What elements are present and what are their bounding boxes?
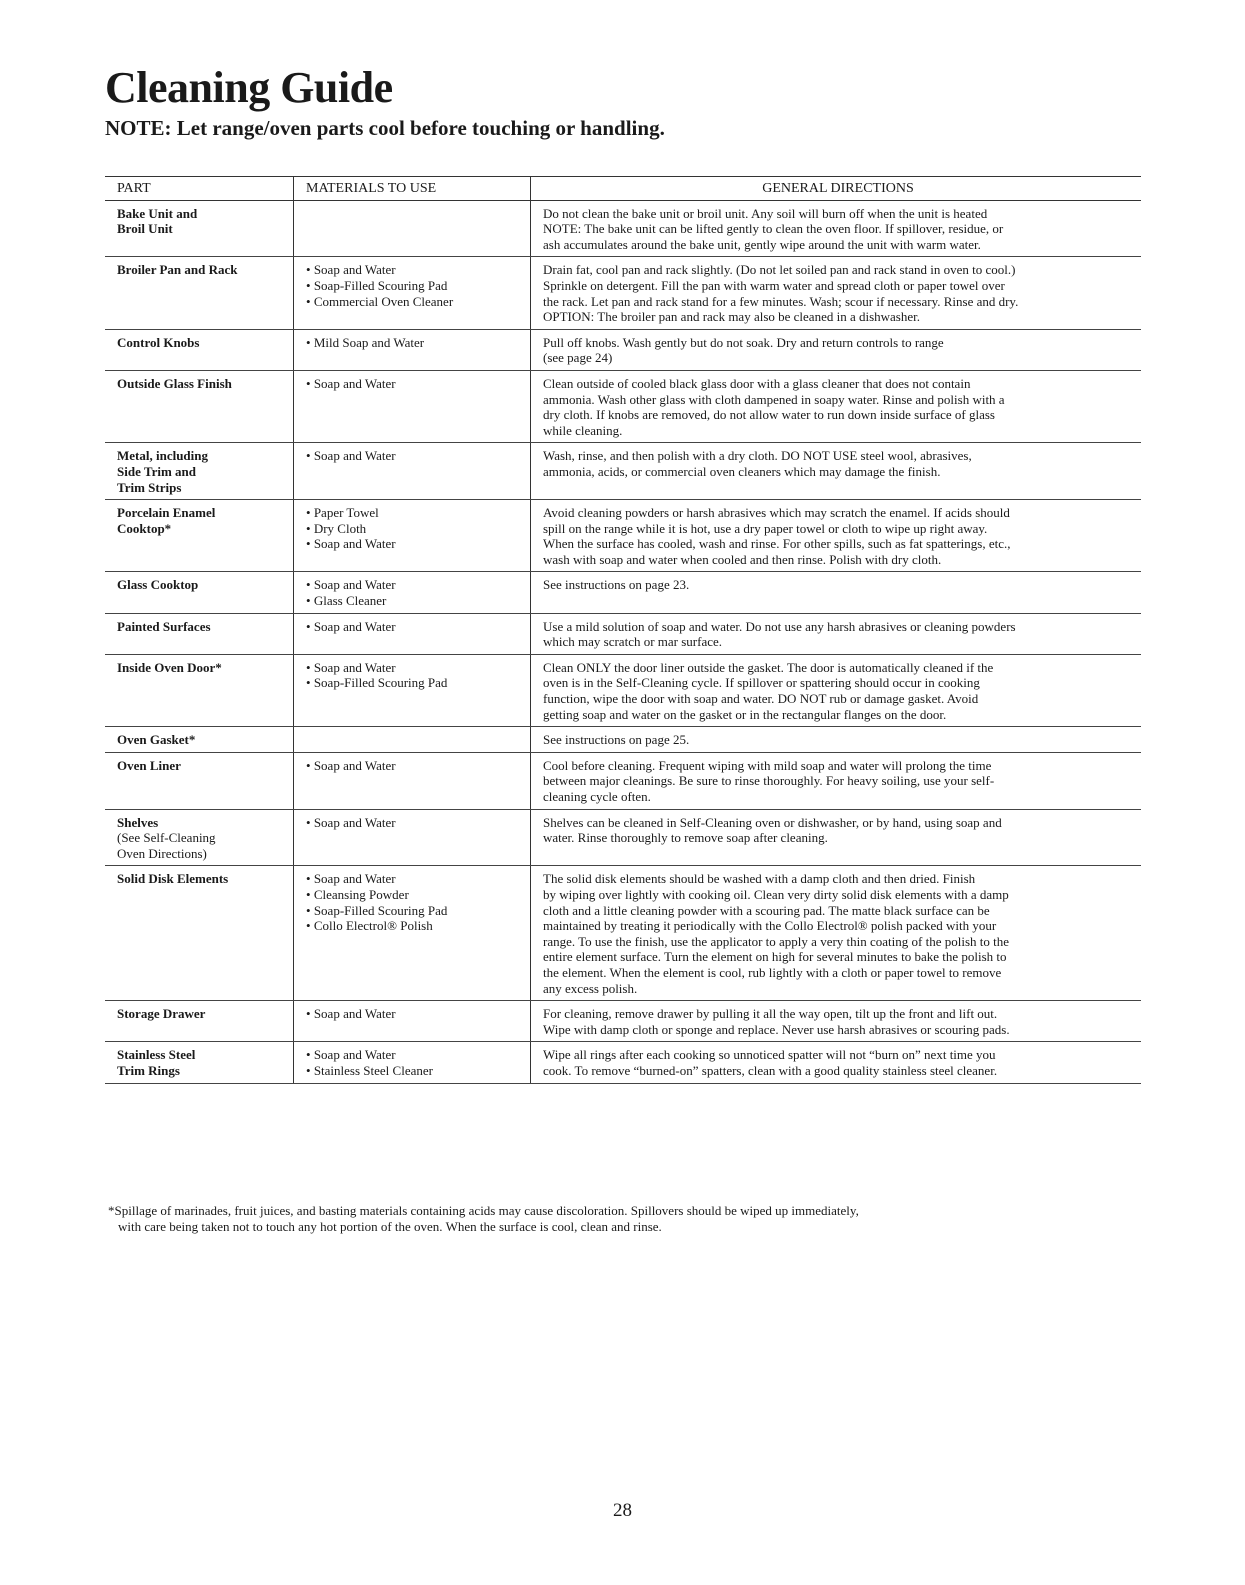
direction-line: NOTE: The bake unit can be lifted gently to clean the oven floor. If spillover, residue, or: [543, 221, 1004, 237]
part-cell: [105, 752, 294, 809]
material-item: • Soap-Filled Scouring Pad: [306, 675, 522, 691]
material-item: • Commercial Oven Cleaner: [306, 294, 522, 310]
material-item: • Soap-Filled Scouring Pad: [306, 278, 522, 294]
directions-cell: [531, 654, 1142, 726]
directions-cell: [531, 613, 1142, 654]
part-cell: [105, 257, 294, 329]
part-cell: [105, 443, 294, 500]
materials-list: [306, 577, 522, 608]
direction-line: For cleaning, remove drawer by pulling it all the way open, tilt up the front and lift out.: [543, 1006, 998, 1022]
directions-cell: [531, 257, 1142, 329]
direction-line: cook. To remove “burned-on” spatters, clean with a good quality stainless steel cleaner.: [543, 1062, 998, 1078]
table-row: [105, 257, 1141, 329]
direction-line: Wash, rinse, and then polish with a dry cloth. DO NOT USE steel wool, abrasives,: [543, 448, 972, 464]
direction-line: ash accumulates around the bake unit, gently wipe around the unit with warm water.: [543, 236, 981, 252]
part-name-line: Storage Drawer: [117, 1006, 206, 1022]
direction-line: range. To use the finish, use the applicator to apply a very thin coating of the polish to the: [543, 933, 1010, 949]
direction-line: cleaning cycle often.: [543, 789, 651, 804]
material-item: • Soap and Water: [306, 536, 522, 552]
direction-line: Wipe all rings after each cooking so unnoticed spatter will not “burn on” next time you: [543, 1047, 996, 1063]
material-item: • Soap and Water: [306, 577, 522, 593]
material-item: • Paper Towel: [306, 505, 522, 521]
direction-line: Drain fat, cool pan and rack slightly. (Do not let soiled pan and rack stand in oven to cool.): [543, 262, 1016, 278]
part-cell: [105, 329, 294, 370]
materials-cell: [294, 200, 531, 257]
materials-cell: [294, 866, 531, 1001]
direction-line: When the surface has cooled, wash and rinse. For other spills, such as fat spatterings, etc.,: [543, 536, 1011, 552]
direction-line: any excess polish.: [543, 980, 638, 996]
part-name-line: Porcelain Enamel: [117, 505, 216, 521]
table-row: [105, 370, 1141, 442]
materials-list: [306, 660, 522, 691]
part-note-line: (See Self-Cleaning: [117, 830, 216, 846]
material-item: • Soap and Water: [306, 1047, 522, 1063]
part-name-line: Metal, including: [117, 448, 209, 464]
materials-list: [306, 505, 522, 552]
table-header-row: [105, 177, 1141, 201]
table-row: [105, 727, 1141, 753]
part-note-line: Oven Directions): [117, 845, 207, 861]
direction-line: (see page 24): [543, 350, 613, 366]
materials-list: [306, 1006, 522, 1022]
part-name-line: Trim Rings: [117, 1062, 180, 1078]
directions-cell: [531, 329, 1142, 370]
column-header-part: PART: [105, 177, 294, 201]
page-title: Cleaning Guide: [105, 63, 393, 112]
materials-list: [306, 758, 522, 774]
directions-cell: [531, 1042, 1142, 1083]
directions-cell: [531, 727, 1142, 753]
materials-cell: [294, 1042, 531, 1083]
table-row: [105, 866, 1141, 1001]
materials-list: [306, 619, 522, 635]
part-cell: [105, 654, 294, 726]
part-cell: [105, 200, 294, 257]
part-name-line: Glass Cooktop: [117, 577, 199, 593]
direction-line: function, wipe the door with soap and water. DO NOT rub or damage gasket. Avoid: [543, 691, 979, 707]
direction-line: maintained by treating it periodically with the Collo Electrol® polish packed with your: [543, 918, 997, 934]
table-row: [105, 654, 1141, 726]
direction-line: cloth and a little cleaning powder with a scouring pad. The matte black surface can be: [543, 902, 990, 918]
directions-cell: [531, 752, 1142, 809]
part-cell: [105, 727, 294, 753]
direction-line: ammonia. Wash other glass with cloth dampened in soapy water. Rinse and polish with a: [543, 391, 1005, 407]
part-name-line: Side Trim and: [117, 463, 196, 479]
direction-line: wash with soap and water when cooled and then rinse. Polish with dry cloth.: [543, 551, 942, 567]
directions-cell: [531, 500, 1142, 572]
footnote-line: with care being taken not to touch any hot portion of the oven. When the surface is cool, clean and rinse.: [118, 1218, 662, 1234]
materials-cell: [294, 654, 531, 726]
part-name-line: Trim Strips: [117, 479, 182, 495]
page-number: 28: [613, 1500, 632, 1521]
materials-list: [306, 815, 522, 831]
directions-cell: [531, 443, 1142, 500]
direction-line: entire element surface. Turn the element on high for several minutes to bake the polish to: [543, 949, 1007, 965]
part-name-line: Oven Liner: [117, 757, 181, 773]
material-item: • Stainless Steel Cleaner: [306, 1063, 522, 1079]
part-name-line: Inside Oven Door*: [117, 659, 222, 675]
directions-cell: [531, 809, 1142, 866]
material-item: • Mild Soap and Water: [306, 335, 522, 351]
part-cell: [105, 1001, 294, 1042]
direction-line: spill on the range while it is hot, use a dry paper towel or cloth to wipe up right away.: [543, 520, 988, 536]
directions-cell: [531, 1001, 1142, 1042]
materials-cell: [294, 443, 531, 500]
materials-list: [306, 1047, 522, 1078]
part-name-line: Oven Gasket*: [117, 732, 196, 748]
direction-line: Do not clean the bake unit or broil unit. Any soil will burn off when the unit is heated: [543, 205, 988, 221]
part-name-line: Outside Glass Finish: [117, 375, 232, 391]
table-row: [105, 443, 1141, 500]
direction-line: oven is in the Self-Cleaning cycle. If spillover or spattering should occur in cooking: [543, 675, 980, 691]
materials-list: [306, 262, 522, 309]
part-cell: [105, 866, 294, 1001]
direction-line: The solid disk elements should be washed with a damp cloth and then dried. Finish: [543, 871, 976, 887]
materials-cell: [294, 370, 531, 442]
part-name-line: Broiler Pan and Rack: [117, 262, 238, 278]
materials-list: [306, 335, 522, 351]
column-header-materials: MATERIALS TO USE: [294, 177, 531, 201]
part-cell: [105, 572, 294, 613]
table-row: [105, 809, 1141, 866]
material-item: • Cleansing Powder: [306, 887, 522, 903]
direction-line: ammonia, acids, or commercial oven cleaners which may damage the finish.: [543, 463, 941, 479]
direction-line: See instructions on page 23.: [543, 577, 690, 593]
direction-line: Use a mild solution of soap and water. Do not use any harsh abrasives or cleaning powders: [543, 618, 1016, 634]
material-item: • Soap and Water: [306, 376, 522, 392]
material-item: • Soap and Water: [306, 448, 522, 464]
part-cell: [105, 370, 294, 442]
material-item: • Dry Cloth: [306, 521, 522, 537]
direction-line: OPTION: The broiler pan and rack may also be cleaned in a dishwasher.: [543, 309, 920, 325]
material-item: • Collo Electrol® Polish: [306, 918, 522, 934]
materials-cell: [294, 613, 531, 654]
direction-line: Avoid cleaning powders or harsh abrasives which may scratch the enamel. If acids should: [543, 505, 1010, 521]
part-name-line: Control Knobs: [117, 334, 200, 350]
part-name-line: Stainless Steel: [117, 1047, 196, 1063]
materials-list: [306, 448, 522, 464]
direction-line: See instructions on page 25.: [543, 732, 690, 748]
table-body: [105, 200, 1141, 1083]
directions-cell: [531, 370, 1142, 442]
table-row: [105, 1042, 1141, 1083]
table-row: [105, 1001, 1141, 1042]
materials-cell: [294, 809, 531, 866]
material-item: • Soap and Water: [306, 660, 522, 676]
part-name-line: Broil Unit: [117, 221, 173, 237]
direction-line: the rack. Let pan and rack stand for a few minutes. Wash; scour if necessary. Rinse and dry.: [543, 293, 1019, 309]
materials-list: [306, 871, 522, 933]
directions-cell: [531, 866, 1142, 1001]
materials-cell: [294, 257, 531, 329]
table-row: [105, 613, 1141, 654]
direction-line: which may scratch or mar surface.: [543, 634, 723, 650]
table-row: [105, 329, 1141, 370]
material-item: • Soap and Water: [306, 758, 522, 774]
direction-line: water. Rinse thoroughly to remove soap after cleaning.: [543, 830, 828, 846]
material-item: • Soap and Water: [306, 815, 522, 831]
direction-line: Pull off knobs. Wash gently but do not soak. Dry and return controls to range: [543, 334, 944, 350]
table-row: [105, 752, 1141, 809]
table-row: [105, 200, 1141, 257]
materials-list: [306, 376, 522, 392]
cleaning-guide-table: [105, 176, 1141, 1084]
part-cell: [105, 809, 294, 866]
part-name-line: Bake Unit and: [117, 205, 198, 221]
materials-cell: [294, 727, 531, 753]
part-cell: [105, 500, 294, 572]
column-header-directions: GENERAL DIRECTIONS: [531, 177, 1142, 201]
direction-line: between major cleanings. Be sure to rinse thoroughly. For heavy soiling, use your self-: [543, 773, 995, 789]
materials-cell: [294, 500, 531, 572]
directions-cell: [531, 200, 1142, 257]
part-name-line: Cooktop*: [117, 520, 172, 536]
directions-cell: [531, 572, 1142, 613]
direction-line: Sprinkle on detergent. Fill the pan with warm water and spread cloth or paper towel over: [543, 277, 1005, 293]
part-name-line: Painted Surfaces: [117, 618, 211, 634]
materials-cell: [294, 329, 531, 370]
cooling-note: NOTE: Let range/oven parts cool before touching or handling.: [105, 116, 665, 140]
part-name-line: Solid Disk Elements: [117, 871, 229, 887]
material-item: • Soap and Water: [306, 619, 522, 635]
direction-line: getting soap and water on the gasket or in the rectangular flanges on the door.: [543, 706, 947, 722]
footnote-line: *Spillage of marinades, fruit juices, and basting materials containing acids may cause discoloration. Spillovers should be wiped up immediately,: [108, 1203, 859, 1218]
footnote: [108, 1203, 1148, 1234]
material-item: • Soap-Filled Scouring Pad: [306, 903, 522, 919]
part-cell: [105, 1042, 294, 1083]
table-row: [105, 572, 1141, 613]
direction-line: the element. When the element is cool, rub lightly with a cloth or paper towel to remove: [543, 964, 1002, 980]
materials-cell: [294, 1001, 531, 1042]
part-cell: [105, 613, 294, 654]
direction-line: Clean outside of cooled black glass door with a glass cleaner that does not contain: [543, 375, 971, 391]
materials-cell: [294, 752, 531, 809]
material-item: • Soap and Water: [306, 871, 522, 887]
materials-cell: [294, 572, 531, 613]
direction-line: Cool before cleaning. Frequent wiping with mild soap and water will prolong the time: [543, 757, 992, 773]
direction-line: Shelves can be cleaned in Self-Cleaning oven or dishwasher, or by hand, using soap and: [543, 814, 1002, 830]
direction-line: by wiping over lightly with cooking oil. Clean very dirty solid disk elements with a damp: [543, 886, 1009, 902]
direction-line: dry cloth. If knobs are removed, do not allow water to run down inside surface of glass: [543, 407, 995, 423]
part-name-line: Shelves: [117, 814, 159, 830]
direction-line: while cleaning.: [543, 422, 623, 438]
material-item: • Soap and Water: [306, 1006, 522, 1022]
material-item: • Soap and Water: [306, 262, 522, 278]
material-item: • Glass Cleaner: [306, 593, 522, 609]
direction-line: Clean ONLY the door liner outside the gasket. The door is automatically cleaned if the: [543, 659, 994, 675]
table-row: [105, 500, 1141, 572]
direction-line: Wipe with damp cloth or sponge and replace. Never use harsh abrasives or scouring pads.: [543, 1021, 1010, 1037]
